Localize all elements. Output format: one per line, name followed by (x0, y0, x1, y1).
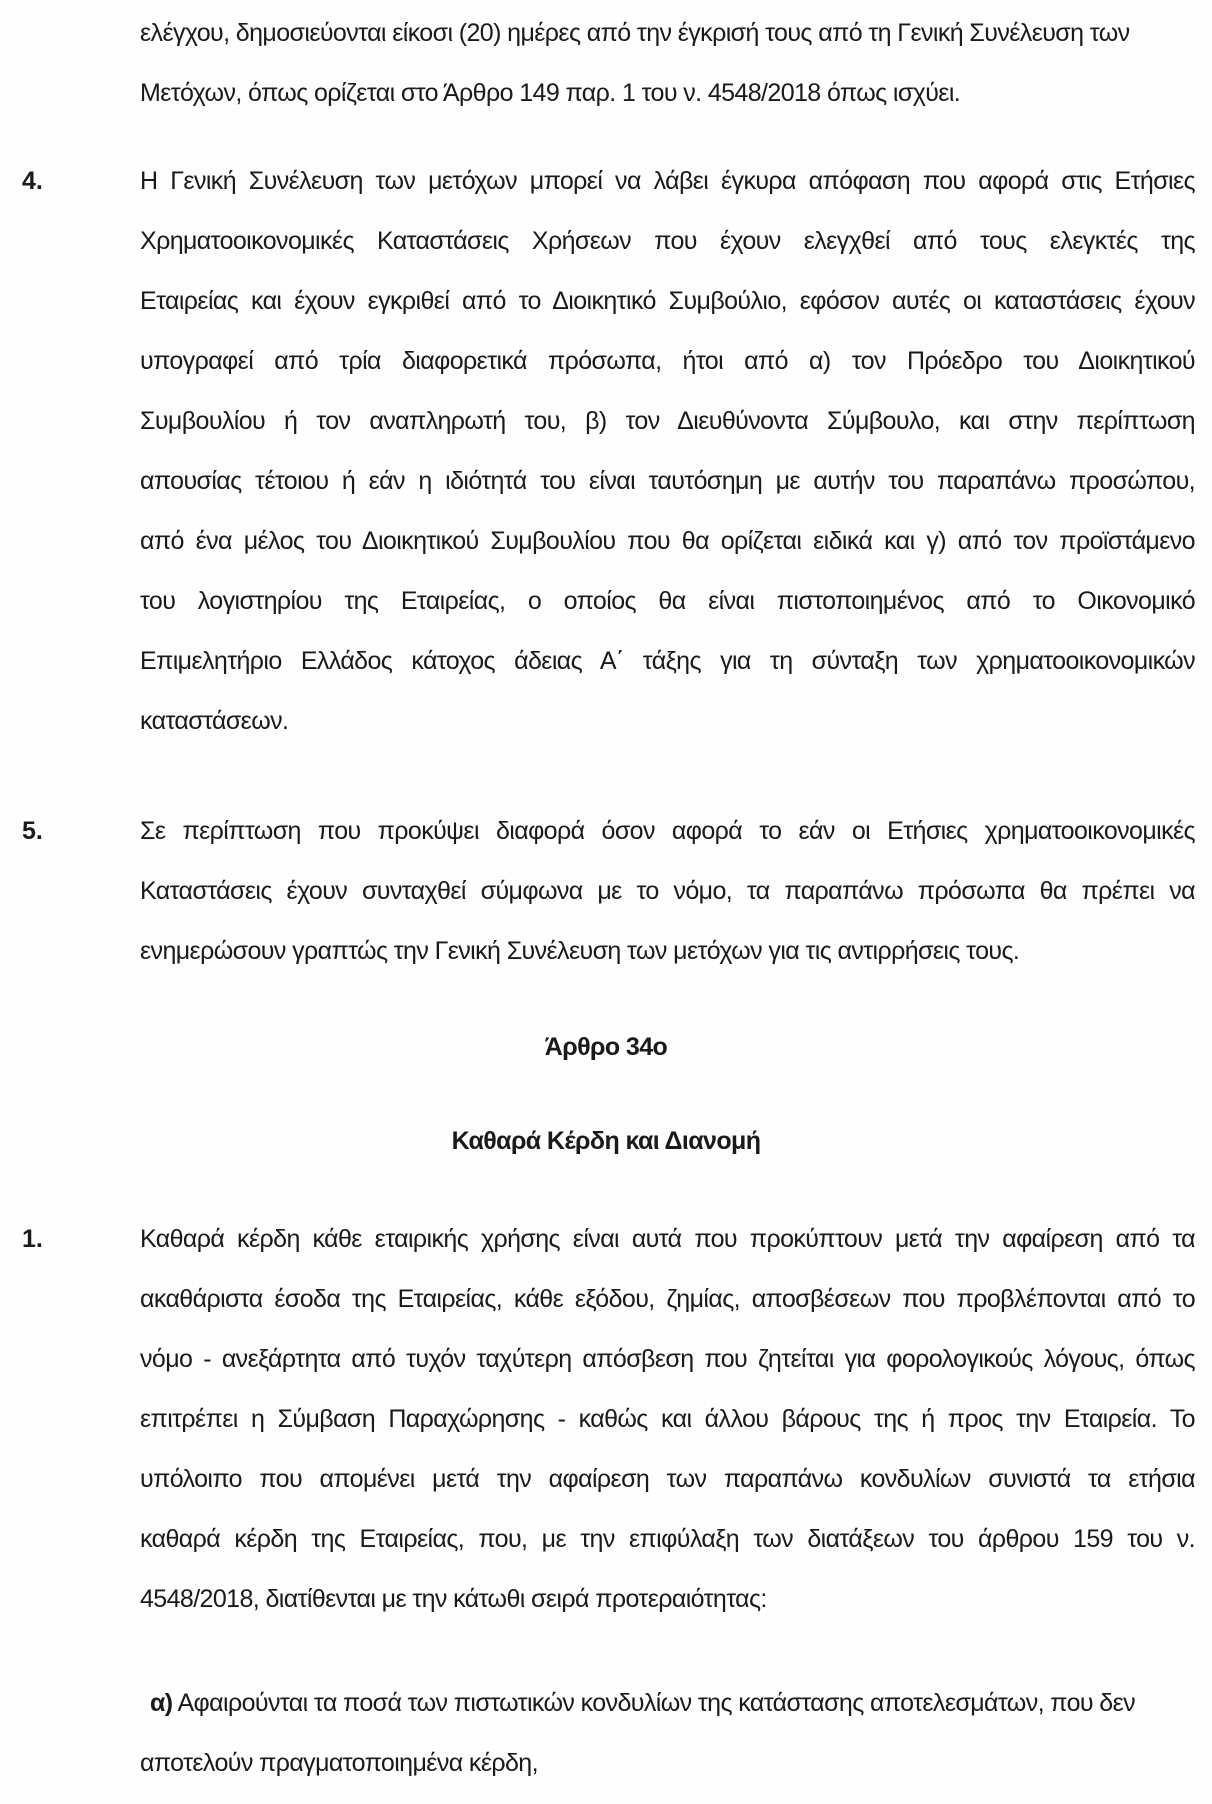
item-a-text: Αφαιρούνται τα ποσά των πιστωτικών κονδυλίων της κατάστασης αποτελεσμάτων, που δεν (172, 1689, 1136, 1717)
paragraph-1-line: Καθαρά κέρδη κάθε εταιρικής χρήσης είναι αυτά που προκύπτουν μετά την αφαίρεση από τα (140, 1225, 1195, 1253)
paragraph-1-line: νόμο - ανεξάρτητα από τυχόν ταχύτερη απόσβεση που ζητείται για φορολογικούς λόγους, όπως (140, 1345, 1195, 1373)
paragraph-4-line: υπογραφεί από τρία διαφορετικά πρόσωπα, ήτοι από α) τον Πρόεδρο του Διοικητικού (140, 347, 1195, 375)
paragraph-4-line: από ένα μέλος του Διοικητικού Συμβουλίου που θα ορίζεται ειδικά και γ) από τον προϊστάμενο (140, 527, 1195, 555)
paragraph-1-line: ακαθάριστα έσοδα της Εταιρείας, κάθε εξόδου, ζημίας, αποσβέσεων που προβλέπονται από το (140, 1285, 1195, 1313)
paragraph-number-1: 1. (22, 1225, 43, 1253)
item-a-line (150, 1688, 1205, 1718)
paragraph-5-line: Καταστάσεις έχουν συνταχθεί σύμφωνα με το νόμο, τα παραπάνω πρόσωπα θα πρέπει να (140, 877, 1195, 905)
paragraph-4-line: καταστάσεων. (140, 707, 289, 735)
paragraph-4-line: Εταιρείας και έχουν εγκριθεί από το Διοικητικό Συμβούλιο, εφόσον αυτές οι καταστάσεις έχουν (140, 287, 1195, 315)
paragraph-4-line: Χρηματοοικονομικές Καταστάσεις Χρήσεων που έχουν ελεγχθεί από τους ελεγκτές της (140, 227, 1195, 255)
paragraph-1-line: υπόλοιπο που απομένει μετά την αφαίρεση των παραπάνω κονδυλίων συνιστά τα ετήσια (140, 1465, 1195, 1493)
paragraph-4-line: απουσίας τέτοιου ή εάν η ιδιότητά του είναι ταυτόσημη με αυτήν του παραπάνω προσώπου, (140, 467, 1195, 495)
paragraph-4-line: Συμβουλίου ή τον αναπληρωτή του, β) τον Διευθύνοντα Σύμβουλο, και στην περίπτωση (140, 407, 1195, 435)
intro-line: Μετόχων, όπως ορίζεται στο Άρθρο 149 παρ. 1 του ν. 4548/2018 όπως ισχύει. (140, 79, 961, 107)
intro-line: ελέγχου, δημοσιεύονται είκοσι (20) ημέρες από την έγκρισή τους από τη Γενική Συνέλευση των (140, 19, 1130, 47)
paragraph-5-line: Σε περίπτωση που προκύψει διαφορά όσον αφορά το εάν οι Ετήσιες χρηματοοικονομικές (140, 817, 1195, 845)
paragraph-number-5: 5. (22, 817, 43, 845)
paragraph-4-line: του λογιστηρίου της Εταιρείας, ο οποίος θα είναι πιστοποιημένος από το Οικονομικό (140, 587, 1195, 615)
paragraph-1-line: καθαρά κέρδη της Εταιρείας, που, με την επιφύλαξη των διατάξεων του άρθρου 159 του ν. (140, 1525, 1195, 1553)
paragraph-number-4: 4. (22, 167, 43, 195)
item-a-marker: α) (150, 1689, 173, 1717)
paragraph-1-line: 4548/2018, διατίθενται με την κάτωθι σειρά προτεραιότητας: (140, 1585, 767, 1613)
paragraph-5-line: ενημερώσουν γραπτώς την Γενική Συνέλευση των μετόχων για τις αντιρρήσεις τους. (140, 937, 1020, 965)
paragraph-1-line: επιτρέπει η Σύμβαση Παραχώρησης - καθώς και άλλου βάρους της ή προς την Εταιρεία. Το (140, 1405, 1195, 1433)
paragraph-4-line: Η Γενική Συνέλευση των μετόχων μπορεί να λάβει έγκυρα απόφαση που αφορά στις Ετήσιες (140, 167, 1195, 195)
paragraph-4-line: Επιμελητήριο Ελλάδος κάτοχος άδειας Α΄ τάξης για τη σύνταξη των χρηματοοικονομικών (140, 647, 1195, 675)
article-title: Άρθρο 34ο (544, 1033, 668, 1061)
article-subtitle: Καθαρά Κέρδη και Διανομή (451, 1127, 761, 1155)
item-a-line: αποτελούν πραγματοποιημένα κέρδη, (140, 1749, 538, 1777)
